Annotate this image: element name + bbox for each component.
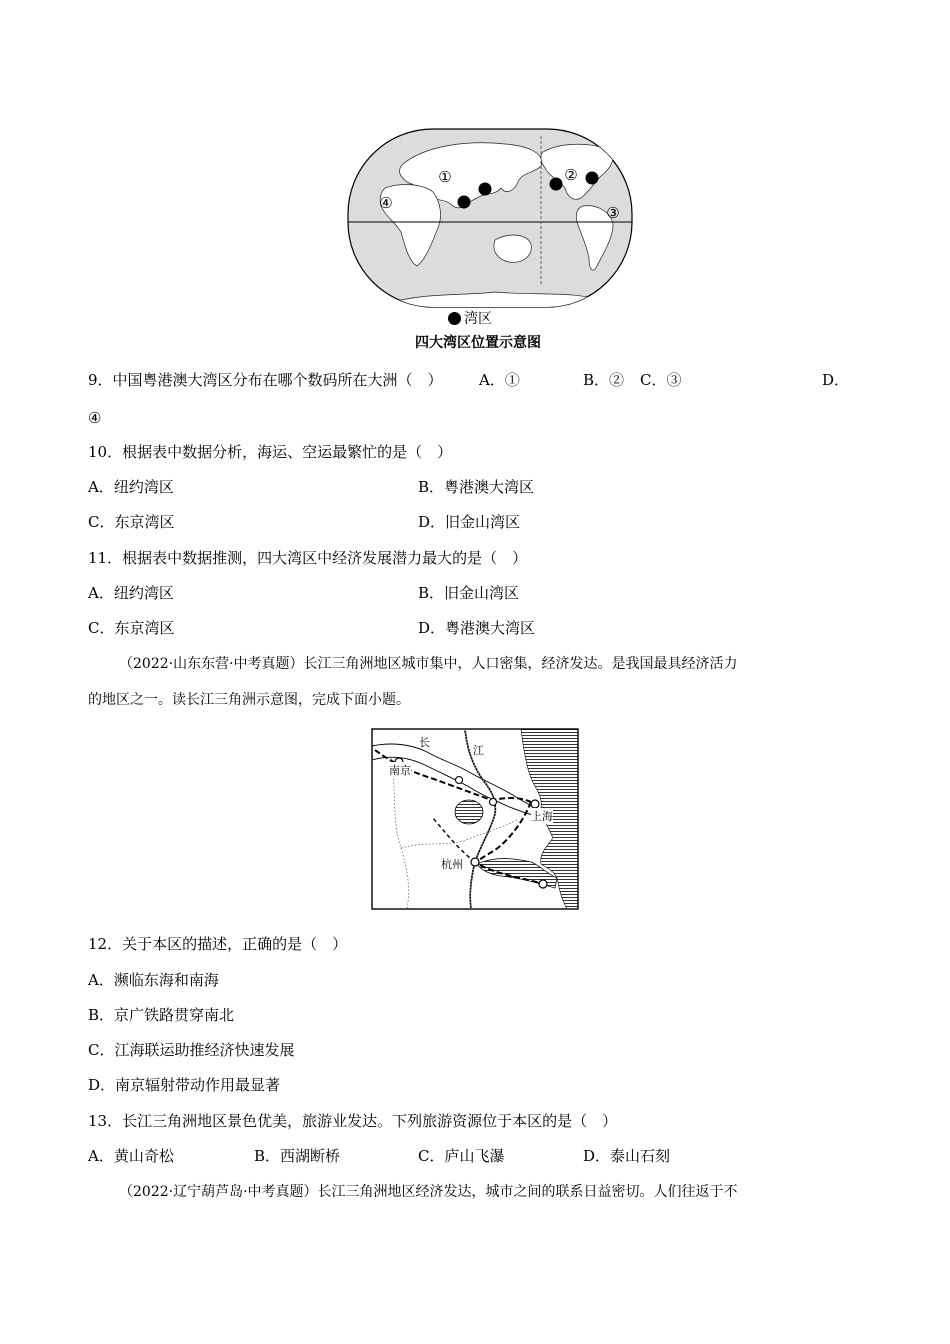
ningbo-marker xyxy=(539,880,547,888)
world-map-caption: 四大湾区位置示意图 xyxy=(415,335,541,351)
region-label-4: ④ xyxy=(379,194,393,212)
map-legend xyxy=(448,308,492,328)
delta-label-nanjing: 南京 xyxy=(389,764,411,777)
q10-option-b: B．粤港澳大湾区 xyxy=(418,478,535,496)
q12-option-b: B．京广铁路贯穿南北 xyxy=(88,1006,235,1024)
q13-option-d: D．泰山石刻 xyxy=(583,1147,671,1165)
city-marker-1 xyxy=(456,777,463,784)
q10-option-a: A．纽约湾区 xyxy=(88,478,174,496)
delta-label-hangzhou: 杭州 xyxy=(441,858,463,871)
q13-option-c: C．庐山飞瀑 xyxy=(418,1147,505,1165)
q11-option-d: D．粤港澳大湾区 xyxy=(418,619,536,637)
q11-option-c: C．东京湾区 xyxy=(88,619,175,637)
q10-option-c: C．东京湾区 xyxy=(88,513,175,531)
world-map-graphic xyxy=(345,126,635,311)
region-label-3: ③ xyxy=(606,204,620,222)
delta-label-shanghai: 上海 xyxy=(531,810,553,823)
q10-option-d: D．旧金山湾区 xyxy=(418,513,521,531)
q11-stem: 11．根据表中数据推测，四大湾区中经济发展潜力最大的是（ ） xyxy=(88,549,528,567)
legend-label: 湾区 xyxy=(464,311,492,327)
q12-option-d: D．南京辐射带动作用最显著 xyxy=(88,1076,281,1094)
region-label-2: ② xyxy=(564,166,578,184)
q12-option-a: A．濒临东海和南海 xyxy=(88,971,219,989)
q12-stem: 12．关于本区的描述，正确的是（ ） xyxy=(88,935,348,953)
q9-option-b: B．② xyxy=(583,371,625,389)
q9-stem: 9．中国粤港澳大湾区分布在哪个数码所在大洲（ ） xyxy=(88,371,443,389)
q10-stem: 10．根据表中数据分析，海运、空运最繁忙的是（ ） xyxy=(88,443,453,461)
q9-option-a: A．① xyxy=(479,371,520,389)
region-label-1: ① xyxy=(438,168,452,186)
bay-area-dot-guangdong xyxy=(458,196,471,209)
delta-label-chang: 长 xyxy=(419,736,430,749)
q13-option-a: A．黄山奇松 xyxy=(88,1147,174,1165)
world-bay-area-map xyxy=(345,126,635,311)
city-marker-2 xyxy=(490,799,497,806)
q11-option-a: A．纽约湾区 xyxy=(88,584,174,602)
legend-dot-icon xyxy=(448,312,461,325)
bay-area-dot-sanfrancisco xyxy=(550,178,563,191)
q9-option-d: D． xyxy=(822,371,850,389)
q9-option-d-wrap: ④ xyxy=(88,409,102,427)
q12-option-c: C．江海联运助推经济快速发展 xyxy=(88,1041,295,1059)
hangzhou-marker xyxy=(471,858,479,866)
bay-area-dot-newyork xyxy=(586,172,599,185)
intro1-line2: 的地区之一。读长江三角洲示意图，完成下面小题。 xyxy=(88,692,410,708)
q13-option-b: B．西湖断桥 xyxy=(254,1147,341,1165)
intro1-line1: （2022·山东东营·中考真题）长江三角洲地区城市集中，人口密集，经济发达。是我国最具经济活力 xyxy=(119,656,738,672)
q11-option-b: B．旧金山湾区 xyxy=(418,584,520,602)
q13-stem: 13．长江三角洲地区景色优美，旅游业发达。下列旅游资源位于本区的是（ ） xyxy=(88,1112,618,1130)
shanghai-marker xyxy=(531,800,539,808)
intro2-line1: （2022·辽宁葫芦岛·中考真题）长江三角洲地区经济发达，城市之间的联系日益密切。人们往返于不 xyxy=(119,1184,738,1200)
q9-option-c: C．③ xyxy=(640,371,682,389)
delta-label-jiang: 江 xyxy=(473,744,484,757)
bay-area-dot-tokyo xyxy=(479,183,492,196)
yangtze-delta-map xyxy=(371,728,579,910)
